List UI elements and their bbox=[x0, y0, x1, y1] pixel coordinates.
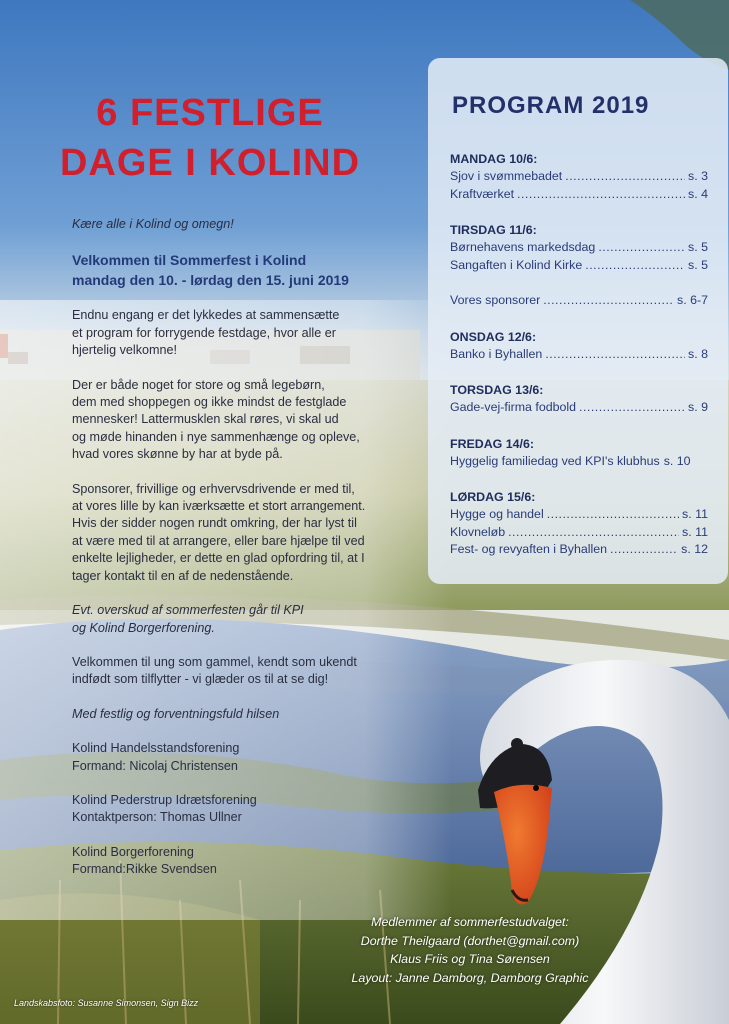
program-item-page: s. 10 bbox=[663, 453, 691, 468]
program-item bbox=[450, 292, 708, 310]
program-item-label: Hyggelig familiedag ved KPI's klubhus bbox=[450, 453, 660, 468]
paragraph-activities: Der er både noget for store og små legebørn, dem med shoppegen og ikke mindst de festglade mennesker! Lattermusklen skal røres, vi skal ud og møde hinanden i nye sammenhænge og opleve, hvad vores skønne by har at byde på. bbox=[72, 377, 360, 462]
program-day-heading: MANDAG 10/6: bbox=[450, 152, 538, 166]
program-item-label: Børnehavens markedsdag bbox=[450, 240, 596, 254]
headline-line: Velkommen til Sommerfest i Kolind bbox=[72, 252, 307, 269]
committee-line: Layout: Janne Damborg, Damborg Graphic bbox=[351, 970, 589, 985]
org-handelsstandsforening: Kolind Handelsstandsforening Formand: Nicolaj Christensen bbox=[72, 741, 240, 773]
program-day-heading: FREDAG 14/6: bbox=[450, 436, 534, 451]
program-item bbox=[450, 346, 708, 364]
program-item-label: Kraftværket bbox=[450, 186, 515, 201]
program-day-group bbox=[450, 150, 708, 203]
program-item-page: s. 3 bbox=[688, 169, 708, 183]
committee-line: Medlemmer af sommerfestudvalget: bbox=[371, 915, 569, 929]
dot-leader bbox=[547, 506, 679, 524]
paragraph-sponsors: Sponsorer, frivillige og erhvervsdrivende er med til, at vores lille by kan iværksætte et stort arrangement. Hvis der sidder nogen rundt omkring, der har lyst til at være med til at arrangere, eller bare hjælpe til ved enkelte lejligheder, er dette en glad opfordring til, at I tager kontakt til en af de nedenstående. bbox=[72, 481, 366, 583]
paragraph-welcome: Velkommen til ung som gammel, kendt som ukendt indfødt som tilflytter - vi glæder os til at se dig! bbox=[72, 654, 357, 687]
org-borgerforening: Kolind Borgerforening Formand:Rikke Svendsen bbox=[72, 844, 217, 877]
welcome-letter bbox=[72, 216, 402, 896]
program-item bbox=[450, 399, 708, 417]
dot-leader bbox=[517, 186, 685, 204]
program-item bbox=[450, 506, 708, 524]
program-item-label: Hygge og handel bbox=[450, 507, 544, 521]
dot-leader bbox=[585, 257, 685, 275]
program-item-page: s. 5 bbox=[688, 257, 708, 272]
program-item bbox=[450, 257, 708, 275]
program-item bbox=[450, 239, 708, 257]
headline bbox=[72, 250, 402, 290]
program-item-page: s. 5 bbox=[688, 240, 708, 254]
program-day-group bbox=[450, 292, 708, 310]
program-item-label: Banko i Byhallen bbox=[450, 346, 543, 361]
committee-line: Klaus Friis og Tina Sørensen bbox=[390, 952, 550, 967]
program-item bbox=[450, 541, 708, 559]
title-line: DAGE I KOLIND bbox=[59, 142, 361, 184]
program-day-group bbox=[450, 381, 708, 417]
program-item-label: Gade-vej-firma fodbold bbox=[450, 400, 577, 414]
program-item bbox=[450, 524, 708, 542]
program-item-page: s. 9 bbox=[688, 400, 708, 414]
program-item-label: Sangaften i Kolind Kirke bbox=[450, 257, 583, 272]
program-day-group bbox=[450, 221, 708, 274]
title-line: 6 FESTLIGE bbox=[96, 92, 324, 134]
paragraph-surplus: Evt. overskud af sommerfesten går til KPI og Kolind Borgerforening. bbox=[72, 603, 304, 635]
dot-leader bbox=[545, 346, 685, 364]
org-idraetsforening: Kolind Pederstrup Idrætsforening Kontaktperson: Thomas Ullner bbox=[72, 792, 257, 825]
program-item-page: s. 8 bbox=[688, 346, 708, 361]
program-item-page: s. 4 bbox=[688, 186, 708, 201]
closing: Med festlig og forventningsfuld hilsen bbox=[72, 706, 280, 721]
program-item-page: s. 6-7 bbox=[677, 293, 708, 307]
dot-leader bbox=[579, 399, 685, 417]
dot-leader bbox=[598, 239, 685, 257]
committee-line: Dorthe Theilgaard (dorthet@gmail.com) bbox=[360, 933, 580, 948]
committee-credits bbox=[330, 913, 610, 987]
program-day-group bbox=[450, 328, 708, 364]
program-item-label: Fest- og revyaften i Byhallen bbox=[450, 542, 608, 556]
program-item-label: Klovneløb bbox=[450, 524, 506, 539]
greeting: Kære alle i Kolind og omegn! bbox=[72, 217, 234, 231]
program-item-page: s. 12 bbox=[681, 542, 708, 556]
program-item bbox=[450, 453, 708, 471]
dot-leader bbox=[508, 524, 679, 542]
program-day-heading: ONSDAG 12/6: bbox=[450, 329, 537, 344]
program-day-group bbox=[450, 435, 708, 471]
program-day-group bbox=[450, 488, 708, 559]
dot-leader bbox=[610, 541, 678, 559]
program-item-page: s. 11 bbox=[682, 507, 708, 521]
headline-line: mandag den 10. - lørdag den 15. juni 2019 bbox=[72, 272, 349, 289]
dot-leader bbox=[565, 168, 685, 186]
program-item-label: Vores sponsorer bbox=[450, 293, 541, 307]
program-panel bbox=[428, 58, 728, 584]
dot-leader bbox=[543, 292, 674, 310]
program-item bbox=[450, 186, 708, 204]
program-title: PROGRAM 2019 bbox=[452, 92, 650, 119]
photo-credit: Landskabsfoto: Susanne Simonsen, Sign Bizz bbox=[14, 998, 199, 1008]
program-day-heading: LØRDAG 15/6: bbox=[450, 490, 536, 504]
program-item-page: s. 11 bbox=[682, 524, 708, 539]
program-item bbox=[450, 168, 708, 186]
program-day-heading: TIRSDAG 11/6: bbox=[450, 223, 537, 237]
program-day-heading: TORSDAG 13/6: bbox=[450, 383, 544, 397]
page-title bbox=[30, 88, 390, 188]
paragraph-intro: Endnu engang er det lykkedes at sammensætte et program for forrygende festdage, hvor alle er hjertelig velkomne! bbox=[72, 308, 340, 358]
program-list bbox=[450, 150, 708, 559]
program-item-label: Sjov i svømmebadet bbox=[450, 169, 563, 183]
